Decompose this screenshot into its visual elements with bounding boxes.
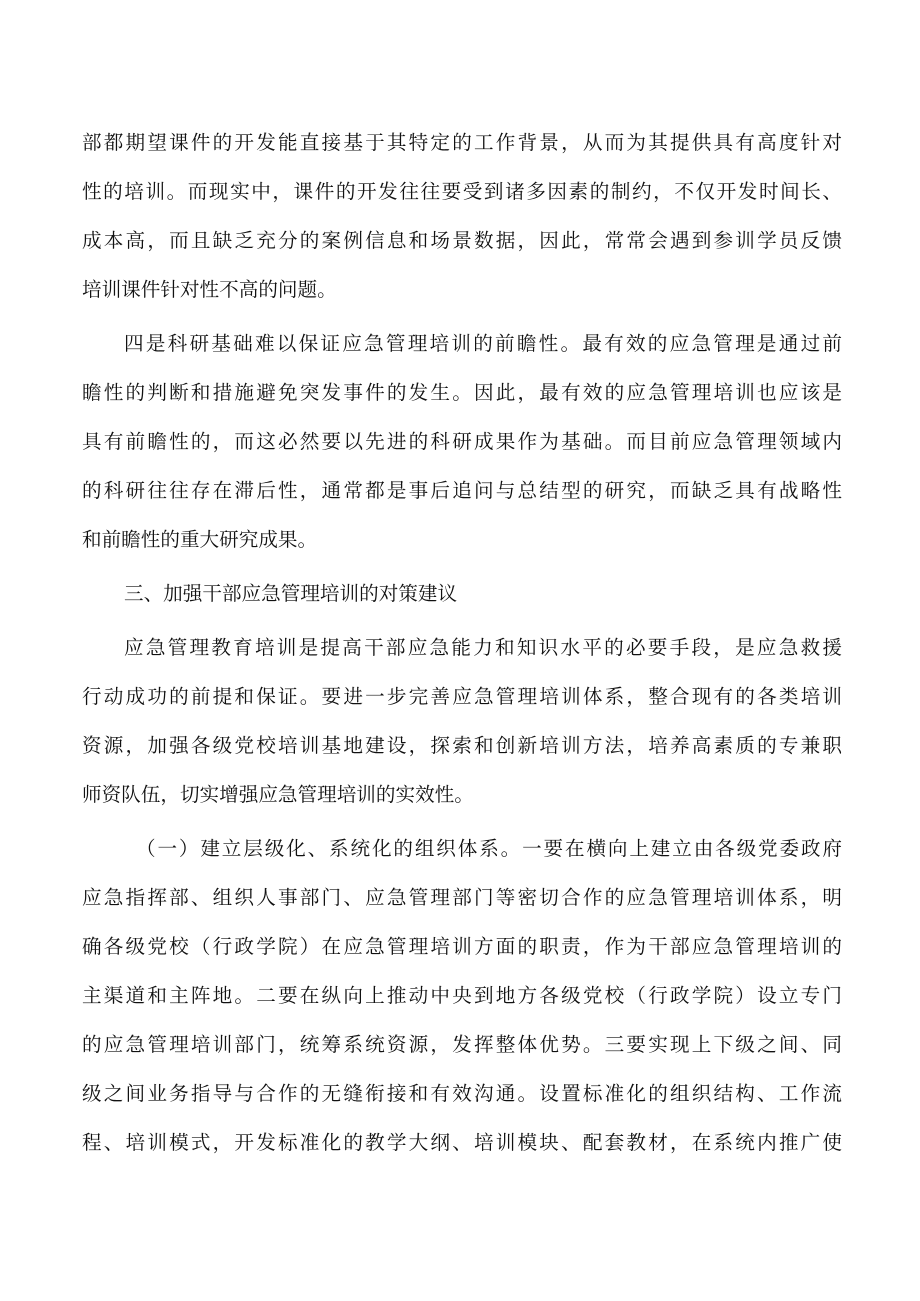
text-line: 性的培训。而现实中，课件的开发往往要受到诸多因素的制约，不仅开发时间长、 [82, 180, 842, 203]
text-line: 资源，加强各级党校培训基地建设，探索和创新培训方法，培养高素质的专兼职 [82, 734, 842, 757]
text-line: 确各级党校（行政学院）在应急管理培训方面的职责，作为干部应急管理培训的 [82, 935, 842, 958]
text-line: 的应急管理培训部门，统筹系统资源，发挥整体优势。三要实现上下级之间、同 [82, 1033, 842, 1056]
text-line: 主渠道和主阵地。二要在纵向上推动中央到地方各级党校（行政学院）设立专门 [82, 984, 842, 1007]
text-line: 具有前瞻性的，而这必然要以先进的科研成果作为基础。而目前应急管理领域内 [82, 430, 842, 453]
text-line: 行动成功的前提和保证。要进一步完善应急管理培训体系，整合现有的各类培训 [82, 685, 842, 708]
text-line: 程、培训模式，开发标准化的教学大纲、培训模块、配套教材，在系统内推广使 [82, 1131, 842, 1154]
text-line: 的科研往往存在滞后性，通常都是事后追问与总结型的研究，而缺乏具有战略性 [82, 479, 842, 502]
text-line: 四是科研基础难以保证应急管理培训的前瞻性。最有效的应急管理是通过前 [124, 332, 842, 355]
text-line: 应急管理教育培训是提高干部应急能力和知识水平的必要手段，是应急救援 [124, 636, 842, 659]
text-line: 三、加强干部应急管理培训的对策建议 [124, 582, 458, 605]
text-line: （一）建立层级化、系统化的组织体系。一要在横向上建立由各级党委政府 [136, 837, 842, 860]
text-line: 级之间业务指导与合作的无缝衔接和有效沟通。设置标准化的组织结构、工作流 [82, 1082, 842, 1105]
text-line: 师资队伍，切实增强应急管理培训的实效性。 [82, 783, 474, 806]
text-line: 应急指挥部、组织人事部门、应急管理部门等密切合作的应急管理培训体系，明 [82, 886, 842, 909]
text-line: 部都期望课件的开发能直接基于其特定的工作背景，从而为其提供具有高度针对 [82, 131, 842, 154]
text-line: 和前瞻性的重大研究成果。 [82, 528, 318, 551]
text-line: 培训课件针对性不高的问题。 [82, 278, 337, 301]
text-line: 瞻性的判断和措施避免突发事件的发生。因此，最有效的应急管理培训也应该是 [82, 381, 842, 404]
text-line: 成本高，而且缺乏充分的案例信息和场景数据，因此，常常会遇到参训学员反馈 [82, 229, 842, 252]
